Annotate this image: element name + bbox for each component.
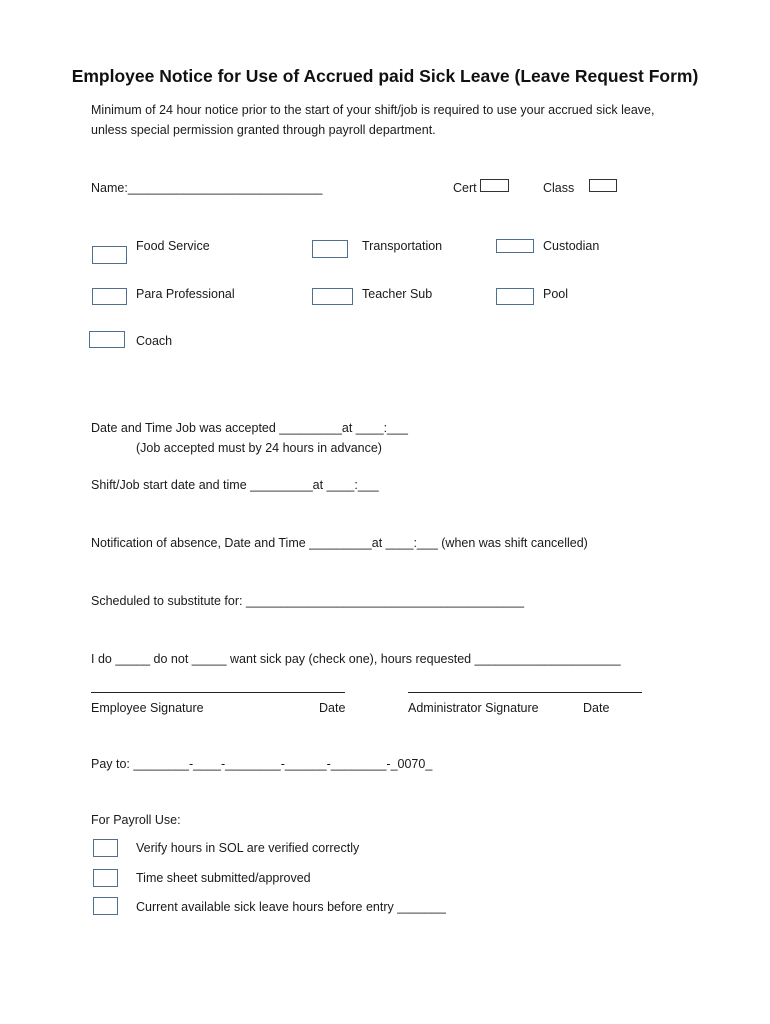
employee-signature-label: Employee Signature bbox=[91, 701, 204, 715]
available-hours-label: Current available sick leave hours before entry _______ bbox=[136, 900, 446, 914]
cert-checkbox[interactable] bbox=[480, 179, 509, 192]
intro-line-2: unless special permission granted through payroll department. bbox=[91, 123, 436, 137]
para-professional-checkbox[interactable] bbox=[92, 288, 127, 305]
administrator-signature-label: Administrator Signature bbox=[408, 701, 539, 715]
shift-start-field[interactable]: Shift/Job start date and time _________at ____:___ bbox=[91, 478, 379, 492]
class-checkbox[interactable] bbox=[589, 179, 617, 192]
notification-field[interactable]: Notification of absence, Date and Time _________at ____:___ (when was shift cancelled) bbox=[91, 536, 588, 550]
administrator-signature-line[interactable] bbox=[408, 692, 642, 693]
employee-date-label: Date bbox=[319, 701, 346, 715]
transportation-label: Transportation bbox=[362, 239, 443, 253]
cert-label: Cert bbox=[453, 181, 477, 195]
verify-hours-label: Verify hours in SOL are verified correctly bbox=[136, 841, 360, 855]
pool-checkbox[interactable] bbox=[496, 288, 534, 305]
pay-to-code: _0070_ bbox=[390, 757, 433, 771]
date-time-accepted-field[interactable]: Date and Time Job was accepted _________at ____:___ bbox=[91, 421, 408, 435]
available-hours-checkbox[interactable] bbox=[93, 897, 118, 915]
sick-pay-field[interactable]: I do _____ do not _____ want sick pay (check one), hours requested _____________________ bbox=[91, 652, 621, 666]
substitute-for-field[interactable]: Scheduled to substitute for: ________________________________________ bbox=[91, 594, 525, 608]
custodian-label: Custodian bbox=[543, 239, 600, 253]
coach-checkbox[interactable] bbox=[89, 331, 125, 348]
transportation-checkbox[interactable] bbox=[312, 240, 348, 258]
verify-hours-checkbox[interactable] bbox=[93, 839, 118, 857]
pay-to-field[interactable] bbox=[91, 756, 432, 772]
timesheet-label: Time sheet submitted/approved bbox=[136, 871, 311, 885]
employee-signature-line[interactable] bbox=[91, 692, 345, 693]
para-professional-label: Para Professional bbox=[136, 287, 235, 301]
intro-line-1: Minimum of 24 hour notice prior to the start of your shift/job is required to use your accrued sick leave, bbox=[91, 103, 655, 117]
coach-label: Coach bbox=[136, 334, 173, 348]
teacher-sub-label: Teacher Sub bbox=[362, 287, 433, 301]
food-service-label: Food Service bbox=[136, 239, 210, 253]
timesheet-checkbox[interactable] bbox=[93, 869, 118, 887]
name-field[interactable]: Name:____________________________ bbox=[91, 181, 323, 195]
pay-to-prefix: Pay to: ________-____-________-______-________- bbox=[91, 757, 391, 771]
pool-label: Pool bbox=[543, 287, 569, 301]
teacher-sub-checkbox[interactable] bbox=[312, 288, 353, 305]
form-title: Employee Notice for Use of Accrued paid Sick Leave (Leave Request Form) bbox=[71, 66, 699, 86]
administrator-date-label: Date bbox=[583, 701, 610, 715]
payroll-heading: For Payroll Use: bbox=[91, 813, 181, 827]
class-label: Class bbox=[543, 181, 575, 195]
food-service-checkbox[interactable] bbox=[92, 246, 127, 264]
accepted-note: (Job accepted must by 24 hours in advance) bbox=[136, 441, 382, 455]
custodian-checkbox[interactable] bbox=[496, 239, 534, 253]
